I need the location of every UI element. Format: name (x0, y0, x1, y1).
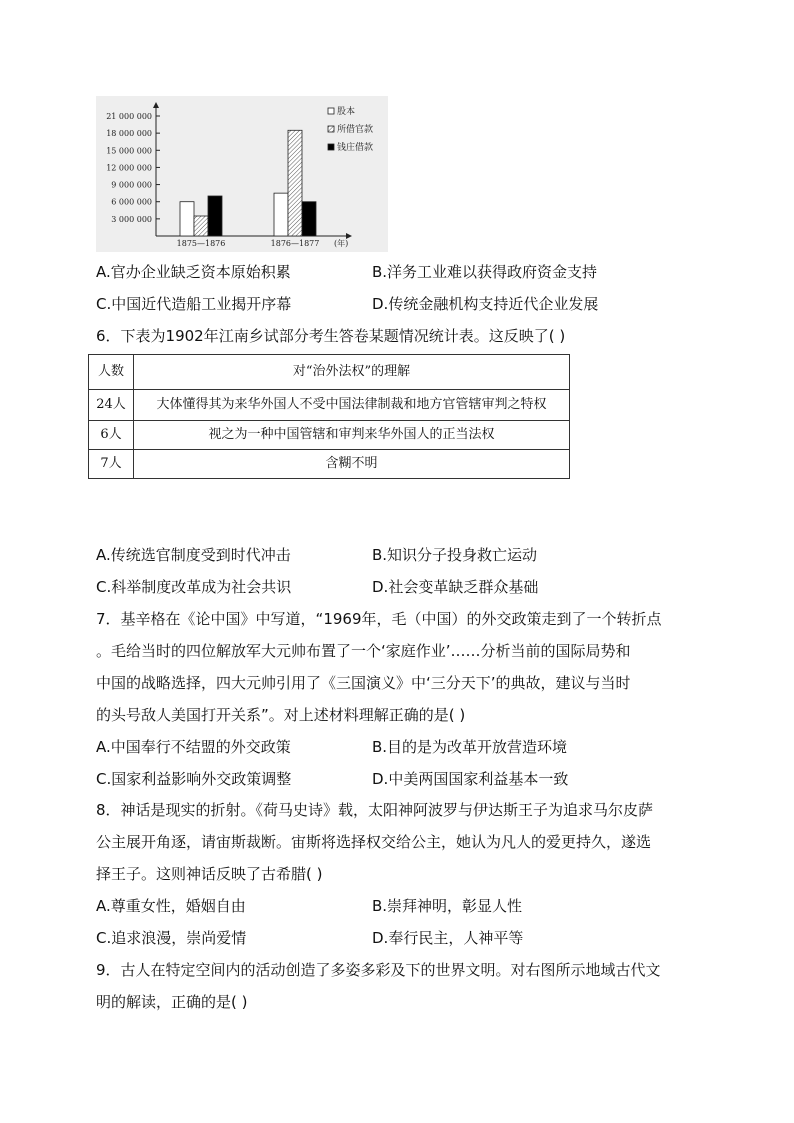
x-unit-label: (年) (334, 239, 349, 248)
row-text: 视之为一种中国管辖和审判来华外国人的正当法权 (134, 421, 570, 450)
q8-line: 公主展开角逐，请宙斯裁断。宙斯将选择权交给公主，她认为凡人的爱更持久，遂选 (96, 833, 652, 851)
legend-label: 所借官款 (337, 125, 374, 135)
q6-option-b[interactable]: B.知识分子投身救亡运动 (372, 546, 538, 564)
table-row (89, 421, 570, 450)
legend-swatch (328, 126, 334, 132)
q6-table (88, 354, 570, 479)
q5-option-a[interactable]: A.官办企业缺乏资本原始积累 (96, 263, 291, 281)
q6-option-c[interactable]: C.科举制度改革成为社会共识 (96, 578, 292, 596)
header-count: 人数 (89, 355, 134, 390)
x-tick-label: 1876—1877 (270, 239, 320, 248)
q8-line: 8．神话是现实的折射。《荷马史诗》载，太阳神阿波罗与伊达斯王子为追求马尔皮萨 (96, 801, 654, 819)
q8-option-c[interactable]: C.追求浪漫，崇尚爱情 (96, 929, 247, 947)
table-row (89, 390, 570, 421)
chart-svg (96, 96, 388, 252)
legend-swatch (328, 108, 334, 114)
legend-swatch (328, 144, 334, 150)
y-axis-arrow (153, 102, 159, 108)
y-tick-label: 21 000 000 (106, 112, 152, 121)
legend-label: 股本 (337, 107, 356, 117)
q7-option-c[interactable]: C.国家利益影响外交政策调整 (96, 770, 292, 788)
q7-line: 中国的战略选择，四大元帅引用了《三国演义》中‘三分天下’的典故，建议与当时 (96, 674, 631, 692)
y-tick-label: 12 000 000 (106, 163, 152, 173)
q6-stem: 6．下表为1902年江南乡试部分考生答卷某题情况统计表。这反映了( ) (96, 327, 566, 345)
q7-line: 。毛给当时的四位解放军大元帅布置了一个‘家庭作业’……分析当前的国际局势和 (96, 642, 631, 660)
q7-option-b[interactable]: B.目的是为改革开放营造环境 (372, 738, 568, 756)
q6-option-d[interactable]: D.社会变革缺乏群众基础 (372, 578, 539, 596)
q8-line: 择王子。这则神话反映了古希腊( ) (96, 865, 323, 883)
bar-股本 (180, 202, 194, 236)
bar-股本 (274, 193, 288, 236)
row-text: 大体懂得其为来华外国人不受中国法律制裁和地方官管辖审判之特权 (134, 390, 570, 421)
q7-option-a[interactable]: A.中国奉行不结盟的外交政策 (96, 738, 291, 756)
q7-line: 的头号敌人美国打开关系”。对上述材料理解正确的是( ) (96, 706, 466, 724)
row-count: 6人 (89, 421, 134, 450)
q8-option-b[interactable]: B.崇拜神明，彰显人性 (372, 897, 523, 915)
bar-所借官款 (194, 216, 208, 236)
q9-line: 明的解读，正确的是( ) (96, 993, 248, 1011)
y-tick-label: 15 000 000 (106, 146, 152, 156)
legend-label: 钱庄借款 (337, 143, 374, 153)
y-tick-label: 6 000 000 (111, 197, 152, 207)
q7-option-d[interactable]: D.中美两国国家利益基本一致 (372, 770, 569, 788)
q9-line: 9．古人在特定空间内的活动创造了多姿多彩及下的世界文明。对右图所示地域古代文 (96, 961, 661, 979)
q5-option-b[interactable]: B.洋务工业难以获得政府资金支持 (372, 263, 598, 281)
bar-所借官款 (288, 130, 302, 236)
row-count: 24人 (89, 390, 134, 421)
q8-option-a[interactable]: A.尊重女性，婚姻自由 (96, 897, 246, 915)
x-tick-label: 1875—1876 (176, 239, 226, 248)
table-header-row (89, 355, 570, 390)
row-count: 7人 (89, 450, 134, 479)
y-tick-label: 18 000 000 (106, 129, 152, 139)
q5-option-c[interactable]: C.中国近代造船工业揭开序幕 (96, 295, 292, 313)
y-tick-label: 3 000 000 (111, 214, 152, 224)
row-text: 含糊不明 (134, 450, 570, 479)
header-understanding: 对“治外法权”的理解 (134, 355, 570, 390)
bar-chart (96, 96, 388, 252)
table-row (89, 450, 570, 479)
y-tick-label: 9 000 000 (111, 180, 152, 190)
q7-line: 7．基辛格在《论中国》中写道，“1969年，毛（中国）的外交政策走到了一个转折点 (96, 610, 662, 628)
q5-option-d[interactable]: D.传统金融机构支持近代企业发展 (372, 295, 599, 313)
bar-钱庄借款 (302, 202, 316, 236)
q8-option-d[interactable]: D.奉行民主，人神平等 (372, 929, 524, 947)
q6-option-a[interactable]: A.传统选官制度受到时代冲击 (96, 546, 291, 564)
bar-钱庄借款 (208, 196, 222, 236)
